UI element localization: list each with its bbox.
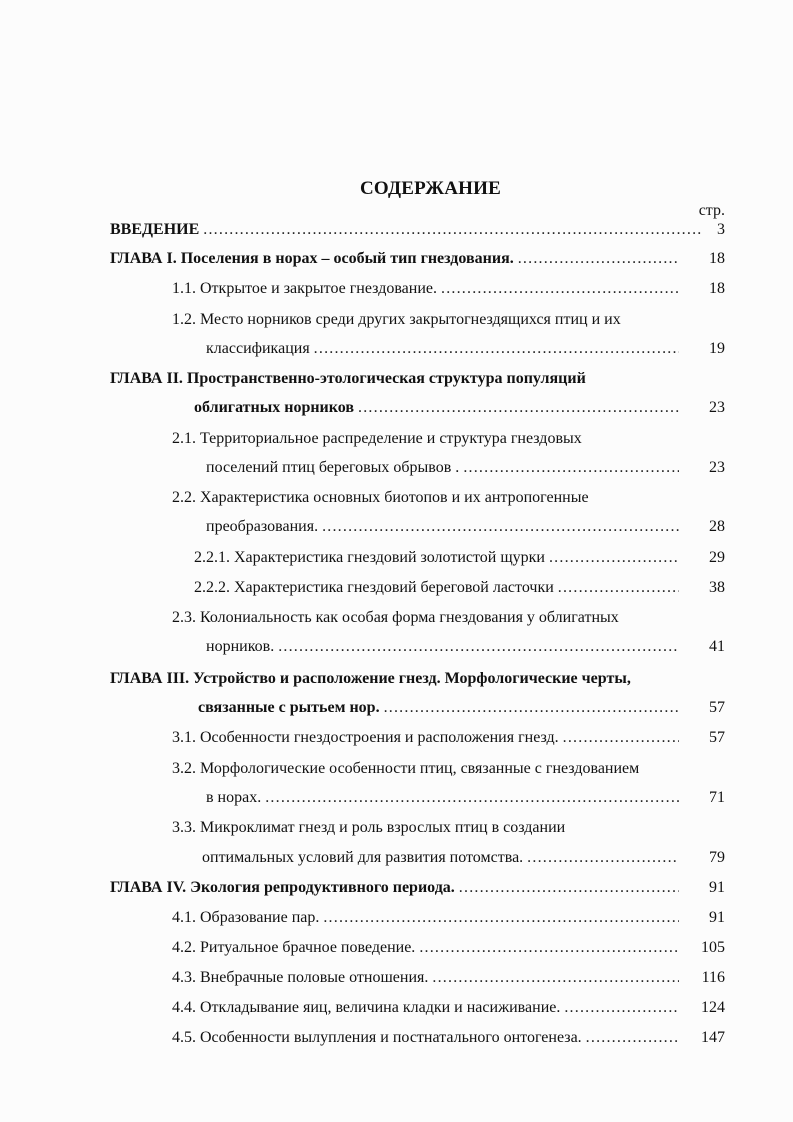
dot-leader (203, 221, 701, 239)
toc-entry-text: 3.1. Особенности гнездостроения и расположения гнезд. (172, 729, 559, 746)
toc-entry-text: связанные с рытьем нор. (198, 699, 380, 716)
toc-entry-text: классификация (206, 340, 310, 357)
dot-leader (322, 518, 679, 536)
toc-page-number: 57 (709, 729, 725, 746)
dot-leader (459, 879, 679, 897)
toc-entry-1-2[interactable] (172, 311, 683, 335)
toc-entry-text: 4.1. Образование пар. (172, 909, 320, 926)
toc-entry-text: 3.3. Микроклимат гнезд и роль взрослых птиц в создании (172, 819, 566, 836)
toc-entry-text: 4.5. Особенности вылупления и постнатального онтогенеза. (172, 1029, 582, 1046)
dot-leader (564, 999, 679, 1017)
toc-page-number: 71 (709, 789, 725, 806)
toc-entry-text: 2.1. Территориальное распределение и структура гнездовых (172, 430, 582, 447)
toc-page-number: 57 (709, 699, 725, 716)
toc-entry-text: 3.2. Морфологические особенности птиц, связанные с гнездованием (172, 760, 640, 777)
dot-leader (384, 699, 679, 717)
toc-entry-2-2[interactable] (172, 489, 683, 513)
dot-leader (432, 969, 679, 987)
toc-entry-introduction[interactable] (110, 221, 705, 245)
dot-leader (463, 459, 679, 477)
toc-entry-2-2-continued[interactable] (206, 518, 683, 542)
toc-entry-text: облигатных норников (194, 399, 355, 416)
toc-entry-text: 2.2.2. Характеристика гнездовий береговой ласточки (194, 579, 554, 596)
toc-page-number: 23 (709, 399, 725, 416)
dot-leader (265, 789, 679, 807)
dot-leader (323, 909, 679, 927)
dot-leader (358, 399, 679, 417)
toc-entry-4-2[interactable] (172, 939, 683, 963)
toc-entry-3-3[interactable] (172, 819, 683, 843)
toc-entry-text: ГЛАВА II. Пространственно-этологическая структура популяций (110, 370, 586, 387)
toc-page-number: 41 (709, 638, 725, 655)
toc-entry-4-4[interactable] (172, 999, 683, 1023)
dot-leader (586, 1029, 679, 1047)
toc-entry-2-3-continued[interactable] (206, 638, 683, 662)
toc-entry-text: 4.3. Внебрачные половые отношения. (172, 969, 429, 986)
toc-page-number: 18 (709, 250, 725, 267)
toc-entry-2-2-1[interactable] (194, 549, 683, 573)
toc-page-number: 91 (709, 879, 725, 896)
toc-page-number: 3 (717, 221, 725, 238)
toc-page-number: 29 (709, 549, 725, 566)
toc-entry-1-2-continued[interactable] (206, 340, 683, 364)
dot-leader (563, 729, 679, 747)
toc-entry-chapter-3-continued[interactable] (198, 699, 683, 723)
toc-entry-text: оптимальных условий для развития потомства. (202, 849, 524, 866)
toc-entry-text: преобразования. (206, 518, 319, 535)
toc-entry-1-1[interactable] (172, 280, 683, 304)
dot-leader (419, 939, 679, 957)
toc-entry-2-1[interactable] (172, 430, 683, 454)
toc-entry-text: 4.4. Откладывание яиц, величина кладки и насиживание. (172, 999, 561, 1016)
toc-entry-text: ГЛАВА I. Поселения в норах – особый тип гнездования. (110, 250, 514, 267)
dot-leader (527, 849, 679, 867)
toc-entry-2-3[interactable] (172, 609, 683, 633)
toc-page-number: 79 (709, 849, 725, 866)
toc-page-number: 18 (709, 280, 725, 297)
toc-entry-4-1[interactable] (172, 909, 683, 933)
toc-entry-4-5[interactable] (172, 1029, 683, 1053)
toc-page-number: 124 (701, 999, 725, 1016)
toc-page-number: 91 (709, 909, 725, 926)
toc-entry-chapter-2-continued[interactable] (194, 399, 683, 423)
dot-leader (518, 250, 679, 268)
toc-entry-4-3[interactable] (172, 969, 683, 993)
dot-leader (441, 280, 679, 298)
toc-entry-chapter-4[interactable] (110, 879, 683, 903)
toc-entry-text: 1.2. Место норников среди других закрытогнездящихся птиц и их (172, 311, 621, 328)
toc-entry-2-1-continued[interactable] (206, 459, 683, 483)
toc-entry-chapter-1[interactable] (110, 250, 683, 274)
dot-leader (549, 549, 679, 567)
toc-page-number: 105 (701, 939, 725, 956)
toc-entry-text: в норах. (206, 789, 262, 806)
toc-entry-text: 2.2.1. Характеристика гнездовий золотистой щурки (194, 549, 545, 566)
dot-leader (278, 638, 679, 656)
toc-page-number: 23 (709, 459, 725, 476)
toc-page-number: 28 (709, 518, 725, 535)
toc-entry-text: ГЛАВА IV. Экология репродуктивного периода. (110, 879, 455, 896)
toc-entry-chapter-3[interactable] (110, 670, 725, 694)
toc-entry-3-2-continued[interactable] (206, 789, 683, 813)
toc-entry-3-1[interactable] (172, 729, 683, 753)
toc-entry-text: 2.2. Характеристика основных биотопов и их антропогенные (172, 489, 589, 506)
toc-page-number: 116 (701, 969, 725, 986)
toc-entry-text: 4.2. Ритуальное брачное поведение. (172, 939, 416, 956)
toc-page-number: 19 (709, 340, 725, 357)
dot-leader (558, 579, 679, 597)
toc-entry-text: норников. (206, 638, 275, 655)
toc-entry-text: 2.3. Колониальность как особая форма гнездования у облигатных (172, 609, 619, 626)
toc-entry-2-2-2[interactable] (194, 579, 683, 603)
toc-entry-3-2[interactable] (172, 760, 683, 784)
page-title: СОДЕРЖАНИЕ (360, 178, 501, 199)
toc-entry-chapter-2[interactable] (110, 370, 683, 394)
toc-page-number: 147 (701, 1029, 725, 1046)
toc-entry-text: ВВЕДЕНИЕ (110, 221, 200, 238)
toc-page-number: 38 (709, 579, 725, 596)
toc-entry-text: поселений птиц береговых обрывов . (206, 459, 460, 476)
dot-leader (314, 340, 679, 358)
toc-entry-text: ГЛАВА III. Устройство и расположение гнезд. Морфологические черты, (110, 670, 631, 687)
toc-entry-text: 1.1. Открытое и закрытое гнездование. (172, 280, 437, 297)
page-column-label: стр. (698, 202, 725, 219)
toc-entry-3-3-continued[interactable] (202, 849, 683, 873)
